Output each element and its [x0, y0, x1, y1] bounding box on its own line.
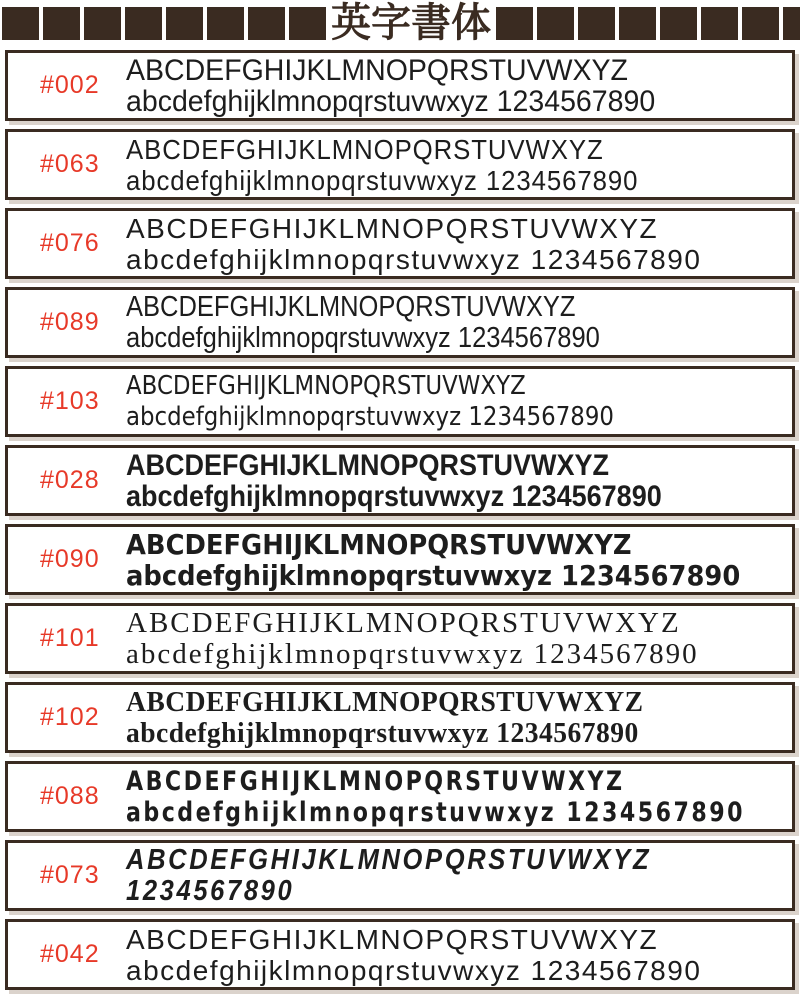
font-row-089: [5, 287, 795, 358]
font-sample: [126, 529, 740, 591]
banner-square: [619, 7, 656, 40]
banner-square: [496, 7, 533, 40]
banner-square: [701, 7, 738, 40]
sample-uppercase-line: ABCDEFGHIJKLMNOPQRSTUVWXYZ: [126, 765, 625, 797]
font-sample: [126, 687, 759, 749]
banner-square: [742, 7, 779, 40]
font-row-103: [5, 366, 795, 437]
font-sample: [126, 924, 792, 986]
font-sample: [126, 213, 792, 275]
font-row-076: [5, 208, 795, 279]
font-sample: [126, 371, 712, 433]
font-row-073: [5, 840, 795, 911]
sample-lowercase-line: abcdefghijklmnopqrstuvwxyz 1234567890: [126, 716, 639, 749]
sample-uppercase-line: ABCDEFGHIJKLMNOPQRSTUVWXYZ: [126, 448, 610, 482]
font-id: #063: [40, 150, 100, 178]
banner-square: [2, 7, 39, 40]
font-id: #103: [40, 387, 100, 415]
sample-lowercase-line: abcdefghijklmnopqrstuvwxyz 1234567890: [126, 954, 702, 986]
banner-square: [783, 7, 800, 40]
font-id: #102: [40, 703, 100, 731]
sample-uppercase-line: ABCDEFGHIJKLMNOPQRSTUVWXYZ: [126, 53, 628, 87]
banner-square: [166, 7, 203, 40]
font-sample: [126, 608, 792, 670]
sample-uppercase-line: ABCDEFGHIJKLMNOPQRSTUVWXYZ: [126, 685, 644, 718]
font-row-101: [5, 603, 795, 674]
banner-square: [248, 7, 285, 40]
title-banner: [0, 0, 800, 46]
sample-uppercase-line: ABCDEFGHIJKLMNOPQRSTUVWXYZ: [126, 290, 576, 323]
font-id: #073: [40, 861, 100, 889]
font-row-028: [5, 445, 795, 516]
sample-lowercase-line: abcdefghijklmnopqrstuvwxyz 1234567890: [126, 401, 614, 432]
font-row-042: [5, 919, 795, 990]
font-sample: [126, 134, 739, 196]
font-id: #028: [40, 466, 100, 494]
font-row-088: [5, 761, 795, 832]
font-row-002: [5, 50, 795, 121]
sample-uppercase-line: ABCDEFGHIJKLMNOPQRSTUVWXYZ: [126, 212, 659, 244]
font-sample: [126, 55, 759, 117]
banner-square: [660, 7, 697, 40]
banner-square: [207, 7, 244, 40]
sample-lowercase-line: abcdefghijklmnopqrstuvwxyz 1234567890: [126, 479, 662, 513]
font-id: #101: [40, 624, 100, 652]
banner-square: [289, 7, 326, 40]
font-id: #089: [40, 308, 100, 336]
sample-lowercase-line: abcdefghijklmnopqrstuvwxyz 1234567890: [126, 243, 702, 275]
sample-uppercase-line: ABCDEFGHIJKLMNOPQRSTUVWXYZ: [126, 370, 526, 401]
font-sample: [126, 766, 745, 828]
banner-square: [84, 7, 121, 40]
sample-lowercase-line: abcdefghijklmnopqrstuvwxyz 1234567890: [126, 321, 600, 354]
sample-lowercase-line: abcdefghijklmnopqrstuvwxyz 1234567890: [126, 84, 656, 118]
banner-square: [537, 7, 574, 40]
sample-lowercase-line: abcdefghijklmnopqrstuvwxyz 1234567890: [126, 558, 741, 592]
banner-square: [578, 7, 615, 40]
sample-uppercase-line: ABCDEFGHIJKLMNOPQRSTUVWXYZ: [126, 133, 604, 165]
font-sample: [126, 450, 725, 512]
sample-uppercase-line: ABCDEFGHIJKLMNOPQRSTUVWXYZ: [126, 923, 659, 955]
font-id: #042: [40, 940, 100, 968]
sample-uppercase-line: ABCDEFGHIJKLMNOPQRSTUVWXYZ: [126, 843, 652, 876]
font-row-102: [5, 682, 795, 753]
font-row-090: [5, 524, 795, 595]
font-sample: [126, 292, 712, 354]
banner-square: [125, 7, 162, 40]
font-sample: [126, 845, 712, 907]
font-id: #088: [40, 782, 100, 810]
sample-lowercase-line: abcdefghijklmnopqrstuvwxyz 1234567890: [126, 164, 639, 196]
font-row-063: [5, 129, 795, 200]
page-title: 英字書体: [331, 0, 491, 46]
sample-uppercase-line: ABCDEFGHIJKLMNOPQRSTUVWXYZ: [126, 606, 681, 639]
sample-uppercase-line: ABCDEFGHIJKLMNOPQRSTUVWXYZ: [126, 527, 632, 561]
font-id: #002: [40, 71, 100, 99]
sample-lowercase-line: abcdefghijklmnopqrstuvwxyz 1234567890: [126, 637, 699, 670]
font-id: #090: [40, 545, 100, 573]
sample-numbers-line: 1234567890: [126, 874, 295, 907]
font-id: #076: [40, 229, 100, 257]
sample-lowercase-line: abcdefghijklmnopqrstuvwxyz 1234567890: [126, 796, 745, 828]
banner-square: [43, 7, 80, 40]
